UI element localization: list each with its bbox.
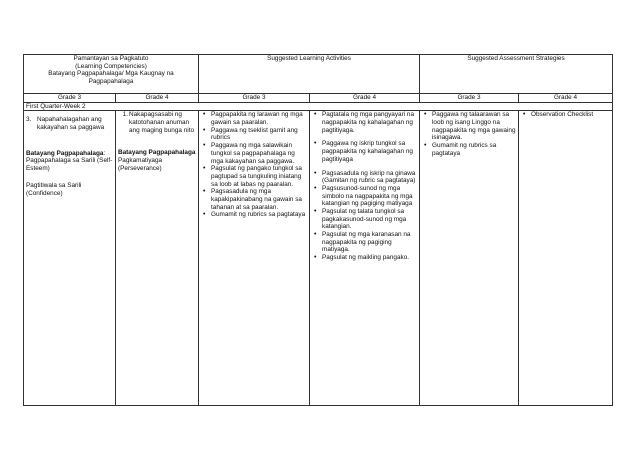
curriculum-table	[23, 54, 613, 406]
competency-number: 3.	[26, 116, 32, 124]
list-item: • Paggawa ng tseklist gamit ang rubrics	[201, 127, 307, 142]
core-value-heading	[26, 150, 113, 158]
list-item: • Paggawa ng talaarawan sa loob ng isang Linggo na nagpapakita ng mga gawaing isinagawa.	[422, 111, 516, 142]
grade3-assessment-list	[422, 111, 516, 157]
list-item: • Pagsusunod-sunod ng mga simbolo na nagpapakita ng mga katangian ng pagiging matiyaga	[312, 185, 417, 208]
competency-header-line2: (Learning Competencies)	[75, 62, 147, 70]
core-value-label: Batayang Pagpapahalaga	[118, 149, 196, 157]
list-item: • Gumamit ng rubrics sa pagtataya	[201, 211, 307, 219]
grade3-assessment-cell	[420, 111, 519, 406]
list-item: • Pagsulat ng talata tungkol sa pagkakasunod-sunod ng mga katangian.	[312, 208, 417, 231]
grade-header-cell: Grade 3	[199, 94, 310, 103]
core-value-label: Batayang Pagpapahalaga	[26, 149, 104, 157]
competency-header-line3: Batayang Pagpapahalaga/ Mga Kaugnay na	[48, 70, 174, 78]
grade4-competency-item	[118, 111, 196, 134]
list-item: • Observation Checklist	[521, 111, 610, 119]
table-row	[24, 111, 613, 406]
core-value-text: Pagpapahalaga sa Sarili (Self-Esteem)	[26, 157, 113, 173]
grade-header-cell: Grade 3	[24, 94, 116, 103]
grade-header-row	[24, 94, 613, 103]
grade-header-cell: Grade 4	[519, 94, 613, 103]
list-item: • Pagtatala ng mga pangyayari na nagpapakita ng kahalagahan ng pagtitiyaga.	[312, 111, 417, 134]
grade4-assessment-list	[521, 111, 610, 119]
list-item: • Pagsulat ng mga karanasan na nagpapakita ng pagiging matiyaga.	[312, 231, 417, 254]
list-item: • Paggawa ng mga salawikain tungkol sa pagpapahalaga ng mga kakayahan sa paggawa.	[201, 142, 307, 165]
grade3-competency-cell	[24, 111, 116, 406]
grade4-competency-cell	[116, 111, 199, 406]
grade3-activities-list	[201, 111, 307, 219]
grade-header-cell: Grade 4	[310, 94, 420, 103]
list-item: • Pagsasadula ng iskrip na ginawa (Gamitan ng rubric sa pagtataya)	[312, 170, 417, 185]
grade3-competency-item	[26, 116, 113, 131]
list-item: • Paggawa ng iskrip tungkol sa pagpapakita ng kahalagahan ng pagtitiyaga	[312, 140, 417, 163]
related-value-text: Pagtitiwala sa Sarili (Confidence)	[26, 181, 82, 197]
core-value-colon: :	[103, 149, 106, 157]
quarter-label: First Quarter-Week 2	[24, 102, 613, 111]
list-item: • Pagpapakita ng larawan ng mga gawain sa paaralan.	[201, 111, 307, 126]
core-value-text: Pagkamatiyaga (Perseverance)	[118, 157, 163, 172]
list-item: • Pagsulat ng pangako tungkol sa pagtupad sa tungkuling iniatang sa loob at labas ng paaralan.	[201, 165, 307, 188]
list-item: • Pagsulat ng maikling pangako.	[312, 254, 417, 262]
competency-text: Nakapagsasabi ng katotohanan anuman ang maging bunga nito	[129, 111, 195, 134]
assessment-header: Suggested Assessment Strategies	[420, 55, 613, 94]
list-item: • Gumamit ng rubrics sa pagtataya	[422, 142, 516, 157]
grade4-activities-list	[312, 111, 417, 261]
competency-text: Napahahalagahan ang kakayahan sa paggawa	[37, 116, 105, 132]
grade-header-cell: Grade 4	[116, 94, 199, 103]
competency-header-line4: Pagpapahalaga	[88, 78, 134, 86]
grade3-activities-cell	[199, 111, 310, 406]
grade4-activities-cell	[310, 111, 420, 406]
competency-header	[24, 55, 199, 94]
competency-number: 1.	[122, 111, 128, 119]
grade4-assessment-cell	[519, 111, 613, 406]
quarter-row	[24, 102, 613, 111]
table-header-row	[24, 55, 613, 94]
list-item: • Pagsasadula ng mga kapakipakinabang na gawain sa tahanan at sa paaralan.	[201, 188, 307, 211]
grade-header-cell: Grade 3	[420, 94, 519, 103]
competency-header-line1: Pamantayan sa Pagkatuto	[73, 55, 149, 62]
activities-header: Suggested Learning Activities	[199, 55, 420, 94]
